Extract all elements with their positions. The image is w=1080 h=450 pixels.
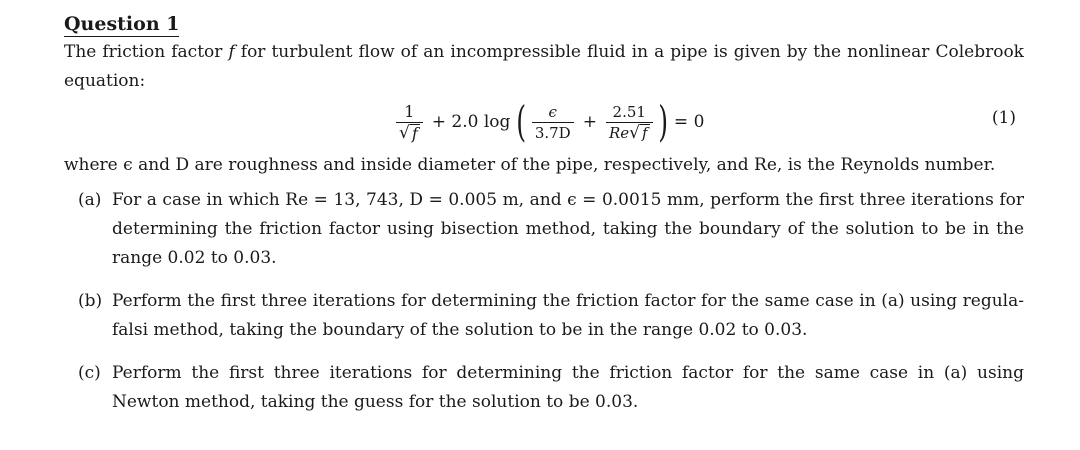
part-b-text: Perform the first three iterations for determining the friction factor for the same case in (a) using regula-falsi method, taking the boundary of the solution to be in the range 0.02 to 0.03. — [112, 291, 1024, 340]
plus-sign: + — [582, 112, 597, 132]
sqrt-f: √ f — [399, 122, 418, 143]
term1-fraction — [396, 102, 423, 143]
part-a-label: (a) — [78, 190, 102, 210]
question-block — [64, 12, 1024, 417]
right-paren: ) — [657, 97, 668, 146]
part-b-label: (b) — [78, 291, 103, 311]
parts-list — [64, 186, 1024, 417]
eps-numerator: ϵ — [548, 102, 557, 121]
question-title: Question 1 — [64, 13, 180, 35]
eps-fraction — [532, 102, 574, 143]
term1-denominator — [396, 122, 423, 143]
part-b — [64, 287, 1024, 345]
equation-number: (1) — [991, 108, 1016, 128]
re-denominator: Re √ f — [606, 122, 653, 143]
part-c — [64, 359, 1024, 417]
log-term: + 2.0 log — [431, 112, 511, 132]
intro-paragraph: The friction factor 𝑓 for turbulent flow of an incompressible fluid in a pipe is given by the nonlinear Colebrook equation: — [64, 42, 1024, 91]
term1-numerator: 1 — [404, 101, 415, 121]
part-a-text: For a case in which Re = 13, 743, D = 0.005 m, and ϵ = 0.0015 mm, perform the first three iterations for determining the friction factor using bisection method, taking the boundary of the solution to be in the range 0.02 to 0.03. — [112, 190, 1024, 268]
where-paragraph: where ϵ and D are roughness and inside diameter of the pipe, respectively, and Re, is the Reynolds number. — [64, 155, 996, 175]
equals-zero: = 0 — [673, 112, 705, 132]
re-numerator: 2.51 — [612, 102, 646, 121]
eps-denominator: 3.7D — [532, 122, 574, 143]
equation-body — [392, 96, 709, 148]
re-fraction — [606, 102, 653, 143]
part-c-label: (c) — [78, 363, 101, 383]
part-c-text: Perform the first three iterations for determining the friction factor for the same case in (a) using Newton method, taking the guess for the solution to be 0.03. — [112, 363, 1024, 412]
part-a — [64, 186, 1024, 273]
colebrook-equation — [64, 96, 1024, 148]
left-paren: ( — [516, 97, 527, 146]
